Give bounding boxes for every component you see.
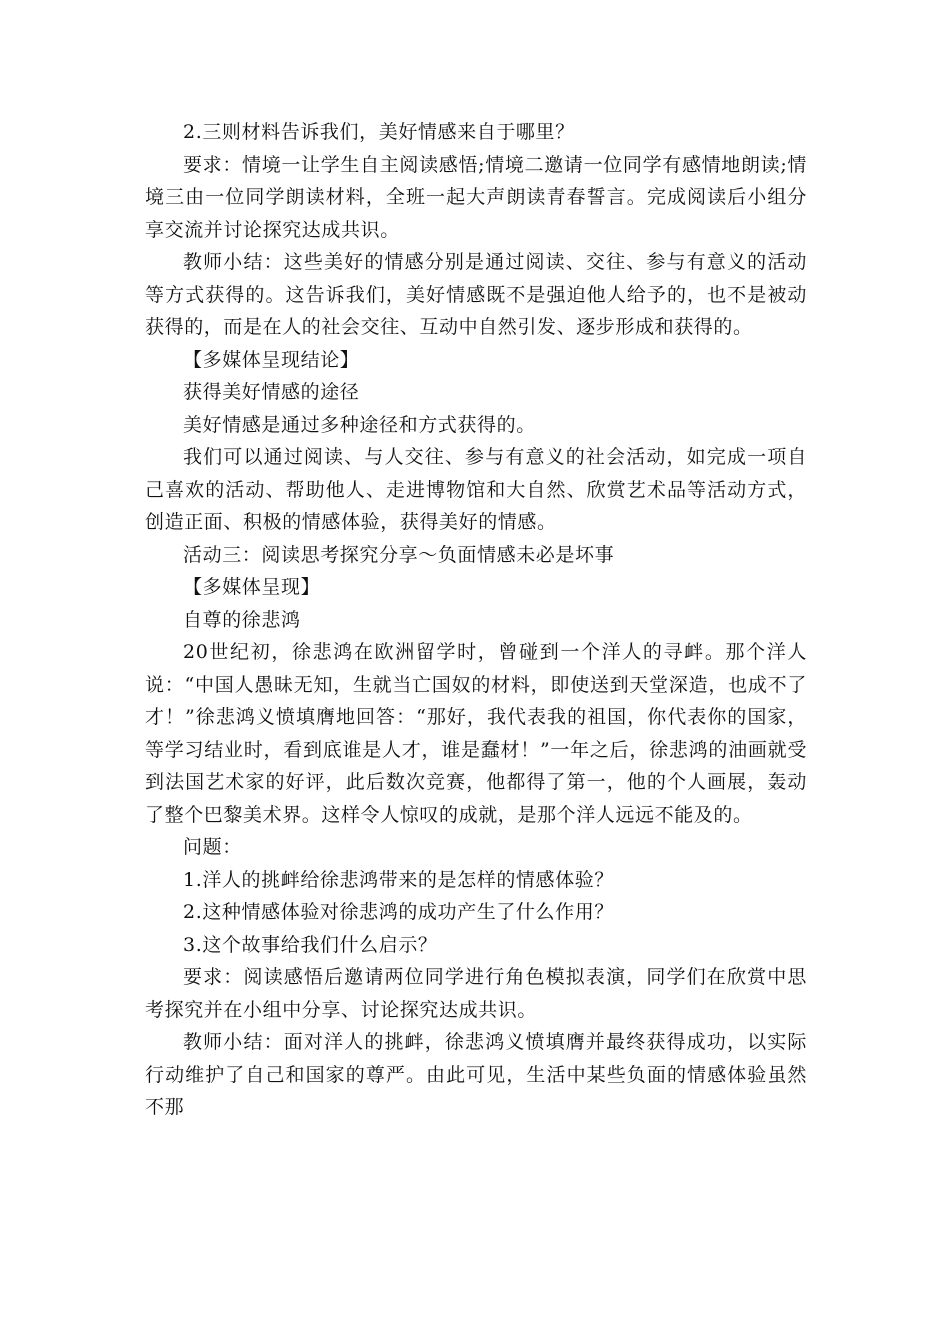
questions-label: 问题： bbox=[183, 836, 242, 858]
question-item-1: 1.洋人的挑衅给徐悲鸿带来的是怎样的情感体验？ bbox=[183, 868, 614, 891]
story-title: 自尊的徐悲鸿 bbox=[183, 608, 301, 631]
question-item-3: 3.这个故事给我们什么启示？ bbox=[183, 933, 438, 956]
teacher-summary-2: 教师小结：面对洋人的挑衅，徐悲鸿义愤填膺并最终获得成功，以实际行动维护了自己和国家的尊严。由此可见，生活中某些负面的情感体验虽然不那 bbox=[145, 1031, 807, 1118]
story-paragraph: 20世纪初，徐悲鸿在欧洲留学时，曾碰到一个洋人的寻衅。那个洋人说：“中国人愚昧无知，生就当亡国奴的材料，即使送到天堂深造，也成不了才！”徐悲鸿义愤填膺地回答：“那好，我代表我的祖国，你代表你的国家，等学习结业时，看到底谁是人才，谁是蠢材！”一年之后，徐悲鸿的油画就受到法国艺术家的好评，此后数次竞赛，他都得了第一，他的个人画展，轰动了整个巴黎美术界。这样令人惊叹的成就，是那个洋人远远不能及的。 bbox=[145, 641, 807, 826]
multimedia-conclusion-heading: 【多媒体呈现结论】 bbox=[183, 348, 360, 371]
activity-3-heading: 活动三：阅读思考探究分享～负面情感未必是坏事 bbox=[183, 543, 615, 566]
requirement-paragraph-2: 要求：阅读感悟后邀请两位同学进行角色模拟表演，同学们在欣赏中思考探究并在小组中分享、讨论探究达成共识。 bbox=[145, 966, 807, 1021]
multimedia-heading: 【多媒体呈现】 bbox=[183, 576, 321, 598]
conclusion-paragraph: 我们可以通过阅读、与人交往、参与有意义的社会活动，如完成一项自己喜欢的活动、帮助他人、走进博物馆和大自然、欣赏艺术品等活动方式，创造正面、积极的情感体验，获得美好的情感。 bbox=[145, 446, 807, 533]
question-2: 2.三则材料告诉我们，美好情感来自于哪里？ bbox=[183, 121, 575, 143]
document-page bbox=[145, 116, 807, 1124]
requirement-paragraph-1: 要求：情境一让学生自主阅读感悟;情境二邀请一位同学有感情地朗读;情境三由一位同学朗读材料，全班一起大声朗读青春誓言。完成阅读后小组分享交流并讨论探究达成共识。 bbox=[145, 153, 807, 241]
teacher-summary-1: 教师小结：这些美好的情感分别是通过阅读、交往、参与有意义的活动等方式获得的。这告诉我们，美好情感既不是强迫他人给予的，也不是被动获得的，而是在人的社会交往、互动中自然引发、逐步形成和获得的。 bbox=[145, 251, 807, 338]
question-item-2: 2.这种情感体验对徐悲鸿的成功产生了什么作用？ bbox=[183, 901, 614, 923]
section-title-ways: 获得美好情感的途径 bbox=[183, 381, 360, 403]
conclusion-line: 美好情感是通过多种途径和方式获得的。 bbox=[183, 413, 536, 436]
